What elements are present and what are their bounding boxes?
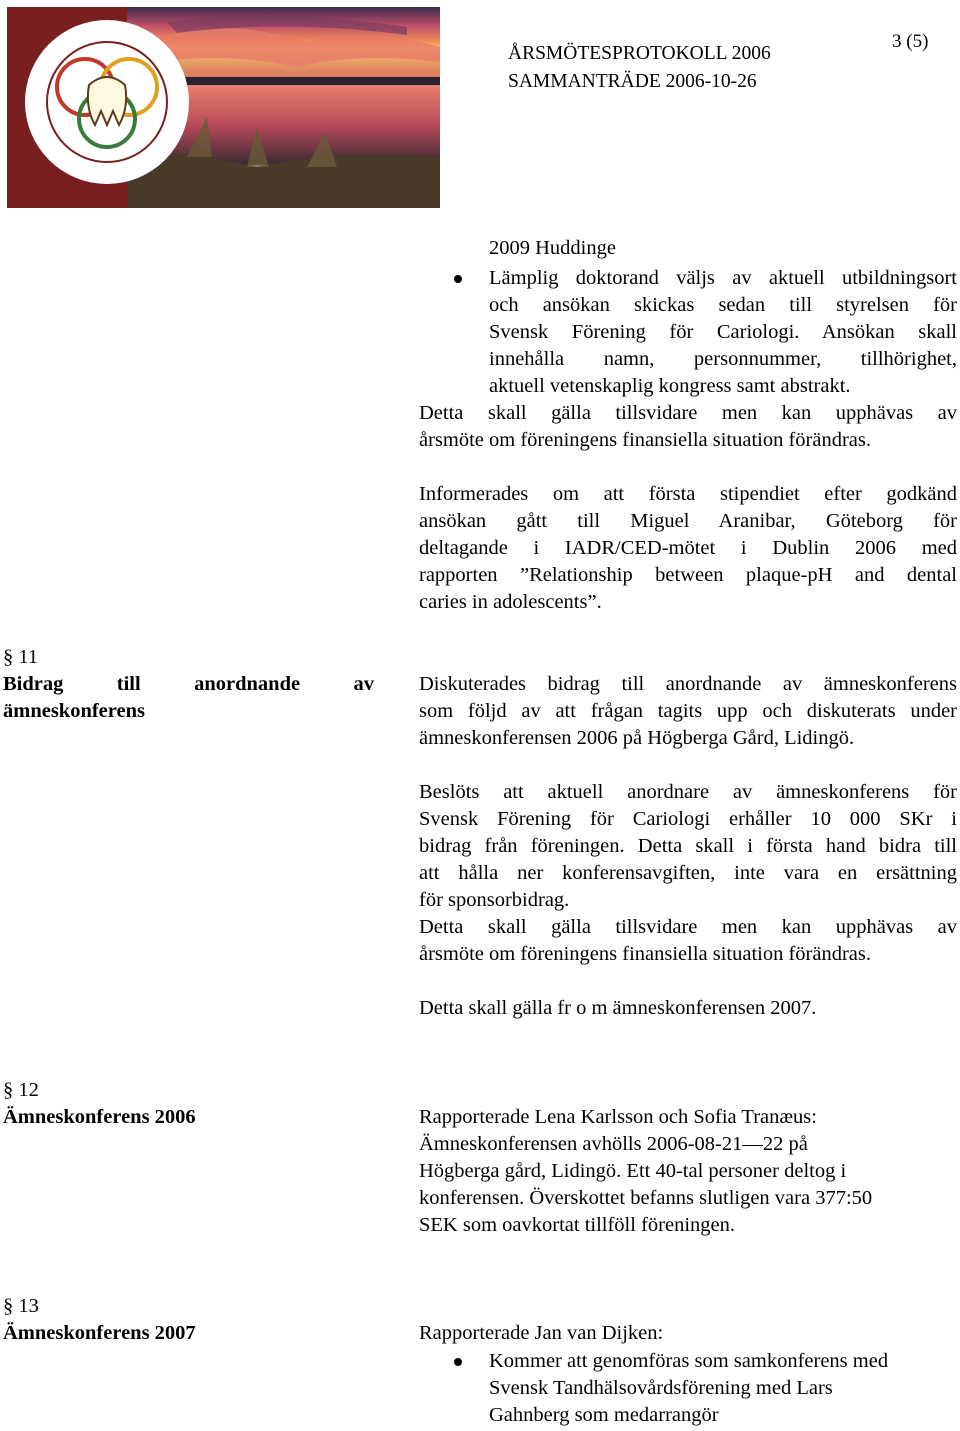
text-line: ämneskonferensen 2006 på Högberga Gård, Lidingö.	[419, 727, 855, 749]
text-line: som följd av att frågan tagits upp och diskuterats under	[419, 700, 957, 722]
text-line: Svensk Förening för Cariologi erhåller 10 000 SKr i	[419, 808, 957, 830]
document-title: ÅRSMÖTESPROTOKOLL 2006	[508, 43, 771, 64]
text-line: för sponsorbidrag.	[419, 889, 570, 911]
section-11-number: § 11	[3, 646, 39, 668]
sunset-lake-image	[7, 7, 440, 208]
text-line: årsmöte om föreningens finansiella situation förändras.	[419, 429, 872, 451]
text-line: konferensen. Överskottet befanns slutligen vara 377:50	[419, 1187, 873, 1209]
text-line: SEK som oavkortat tillföll föreningen.	[419, 1214, 735, 1236]
document-subtitle: SAMMANTRÄDE 2006-10-26	[508, 71, 757, 92]
section-11-discussion	[419, 671, 957, 752]
text-line: Kommer att genomföras som samkonferens med	[489, 1350, 889, 1372]
bullet-icon	[454, 1358, 462, 1366]
section-13-heading: Ämneskonferens 2007	[3, 1322, 196, 1344]
text-line: aktuell vetenskaplig kongress samt abstrakt.	[489, 375, 851, 397]
bullet-paragraph-doctoral	[489, 265, 957, 400]
validity-note	[419, 400, 957, 454]
section-11-heading	[3, 671, 374, 725]
society-logo-photo	[7, 7, 440, 208]
section-11-decision	[419, 779, 957, 968]
text-line: caries in adolescents”.	[419, 591, 602, 613]
continuation-year-line: 2009 Huddinge	[489, 237, 616, 259]
section-13-bullet	[489, 1348, 957, 1429]
text-line: Detta skall gälla tillsvidare men kan upphävas av	[419, 402, 957, 424]
scholarship-information	[419, 481, 957, 616]
text-line: Svensk Tandhälsovårdsförening med Lars	[489, 1377, 833, 1399]
section-13-intro: Rapporterade Jan van Dijken:	[419, 1322, 664, 1344]
text-line: att hålla ner konferensavgiften, inte vara en ersättning	[419, 862, 957, 884]
bullet-icon	[454, 275, 462, 283]
text-line: bidrag från föreningen. Detta skall i första hand bidra till	[419, 835, 957, 857]
text-line: Informerades om att första stipendiet efter godkänd	[419, 483, 957, 505]
section-11-effective-date: Detta skall gälla fr o m ämneskonferensen 2007.	[419, 997, 817, 1019]
text-line: rapporten ”Relationship between plaque-pH and dental	[419, 564, 957, 586]
text-line: deltagande i IADR/CED-mötet i Dublin 2006 med	[419, 537, 957, 559]
text-line: Detta skall gälla tillsvidare men kan upphävas av	[419, 916, 957, 938]
text-line: Beslöts att aktuell anordnare av ämneskonferens för	[419, 781, 957, 803]
text-line: Rapporterade Lena Karlsson och Sofia Tranæus:	[419, 1106, 817, 1128]
text-line: Gahnberg som medarrangör	[489, 1404, 719, 1426]
text-line: Diskuterades bidrag till anordnande av ämneskonferens	[419, 673, 957, 695]
text-line: och ansökan skickas sedan till styrelsen för	[489, 294, 957, 316]
text-line: innehålla namn, personnummer, tillhörighet,	[489, 348, 957, 370]
section-12-number: § 12	[3, 1079, 39, 1101]
text-line: ansökan gått till Miguel Aranibar, Göteborg för	[419, 510, 957, 532]
section-12-heading: Ämneskonferens 2006	[3, 1106, 196, 1128]
heading-line: Bidrag till anordnande av	[3, 673, 374, 695]
page-number: 3 (5)	[892, 31, 929, 52]
text-line: Svensk Förening för Cariologi. Ansökan skall	[489, 321, 957, 343]
text-line: årsmöte om föreningens finansiella situation förändras.	[419, 943, 872, 965]
text-line: Ämneskonferensen avhölls 2006-08-21—22 på	[419, 1133, 808, 1155]
text-line: Lämplig doktorand väljs av aktuell utbildningsort	[489, 267, 957, 289]
section-12-report	[419, 1104, 957, 1239]
heading-line: ämneskonferens	[3, 700, 145, 722]
text-line: Högberga gård, Lidingö. Ett 40-tal personer deltog i	[419, 1160, 847, 1182]
section-13-number: § 13	[3, 1295, 39, 1317]
